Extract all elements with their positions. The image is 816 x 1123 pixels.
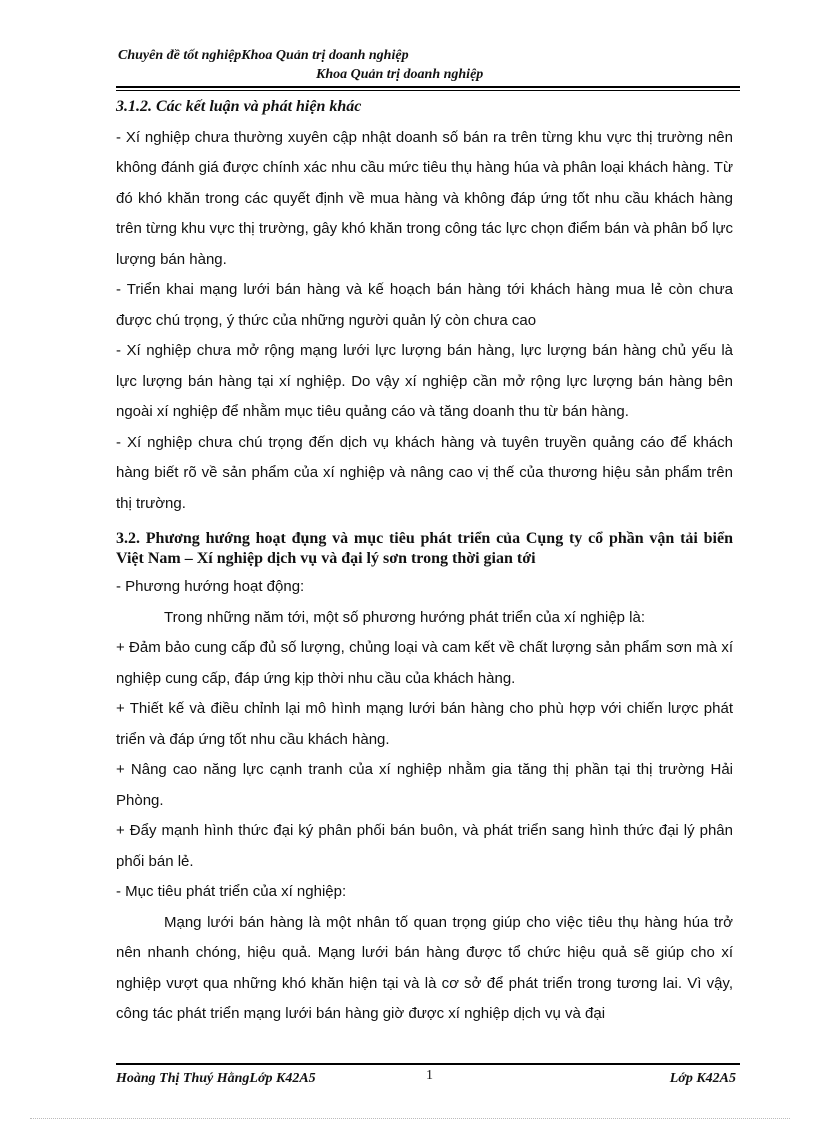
section-heading-3-2: 3.2. Phương hướng hoạt đụng và mục tiêu phát triển của Cụng ty cổ phần vận tải biển Việt Nam – Xí nghiệp dịch vụ và đại lý sơn trong thời gian tới xyxy=(116,530,733,567)
direction-item: + Thiết kế và điều chỉnh lại mô hình mạng lưới bán hàng cho phù hợp với chiến lược phát triển và đáp ứng tốt nhu cầu khách hàng. xyxy=(116,700,733,748)
page-body xyxy=(116,92,733,1030)
direction-item: + Đẩy mạnh hình thức đại ký phân phối bán buôn, và phát triển sang hình thức đại lý phân phối bán lẻ. xyxy=(116,822,733,870)
footer-class: Lớp K42A5 xyxy=(669,1071,736,1086)
direction-intro: Trong những năm tới, một số phương hướng phát triển của xí nghiệp là: xyxy=(164,608,646,626)
footer-author: Hoàng Thị Thuý HằngLớp K42A5 xyxy=(116,1071,316,1086)
header-divider xyxy=(116,86,740,91)
page-number: 1 xyxy=(426,1068,433,1083)
page-bottom-edge xyxy=(30,1118,790,1119)
direction-item: + Đảm bảo cung cấp đủ số lượng, chủng loại và cam kết về chất lượng sản phẩm sơn mà xí nghiệp cung cấp, đáp ứng kịp thời nhu cầu của khách hàng. xyxy=(116,639,733,687)
direction-item: + Nâng cao năng lực cạnh tranh của xí nghiệp nhằm gia tăng thị phần tại thị trường Hải Phòng. xyxy=(116,761,733,809)
goal-paragraph: Mạng lưới bán hàng là một nhân tố quan trọng giúp cho việc tiêu thụ hàng húa trở nên nhanh chóng, hiệu quả. Mạng lưới bán hàng được tổ chức hiệu quả sẽ giúp cho xí nghiệp vượt qua những khó khăn hiện tại và là cơ sở để phát triển trong tương lai. Vì vậy, công tác phát triển mạng lưới bán hàng giờ được xí nghiệp dịch vụ và đại xyxy=(116,913,733,1022)
paragraph: - Xí nghiệp chưa thường xuyên cập nhật doanh số bán ra trên từng khu vực thị trường nên không đánh giá được chính xác nhu cầu mức tiêu thụ hàng húa và phân loại khách hàng. Từ đó khó khăn trong các quyết định về mua hàng và không đáp ứng tốt nhu cầu khách hàng trên từng khu vực thị trường, gây khó khăn trong công tác lực chọn điểm bán và phân bổ lực lượng bán hàng. xyxy=(116,128,733,268)
direction-label: - Phương hướng hoạt động: xyxy=(116,578,305,595)
running-header-faculty: Khoa Quản trị doanh nghiệp xyxy=(316,67,484,82)
paragraph: - Xí nghiệp chưa mở rộng mạng lưới lực lượng bán hàng, lực lượng bán hàng chủ yếu là lực lượng bán hàng tại xí nghiệp. Do vậy xí nghiệp cần mở rộng lực lượng bán hàng bên ngoài xí nghiệp để nhằm mục tiêu quảng cáo và tăng doanh thu từ bán hàng. xyxy=(116,342,733,420)
paragraph: - Triển khai mạng lưới bán hàng và kế hoạch bán hàng tới khách hàng mua lẻ còn chưa được chú trọng, ý thức của những người quản lý còn chưa cao xyxy=(116,281,733,329)
footer-divider xyxy=(116,1063,740,1065)
paragraph: - Xí nghiệp chưa chú trọng đến dịch vụ khách hàng và tuyên truyền quảng cáo để khách hàng biết rõ về sản phẩm của xí nghiệp và nâng cao vị thế của thương hiệu sản phẩm trên thị trường. xyxy=(116,433,733,512)
running-header: Chuyên đề tốt nghiệpKhoa Quản trị doanh nghiệp xyxy=(118,48,409,63)
goal-label: - Mục tiêu phát triển của xí nghiệp: xyxy=(116,883,347,900)
section-heading-3-1-2: 3.1.2. Các kết luận và phát hiện khác xyxy=(116,98,362,115)
